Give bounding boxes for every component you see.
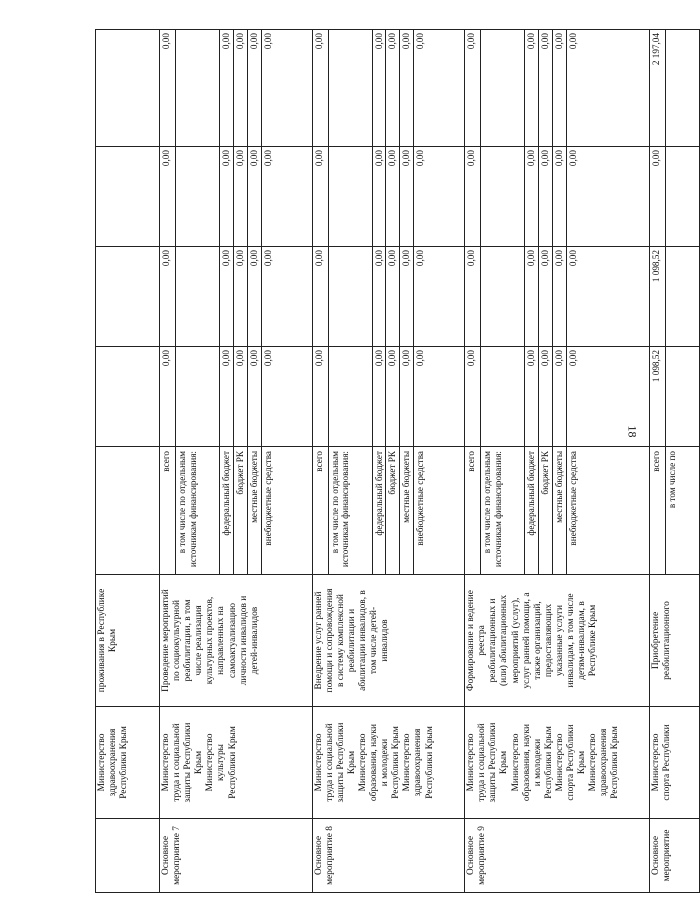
cell-event-code-line: мероприятие 9	[477, 826, 488, 885]
cell-responsible-line: Республики Крым	[424, 726, 435, 799]
cell-description-line: личности инвалидов и	[238, 595, 249, 686]
cell-responsible-line: культуры	[216, 744, 227, 781]
cell-event-code-line: Основное	[466, 835, 477, 876]
cell-amount: 0,00	[261, 30, 312, 147]
cell-amount: 0,00	[386, 147, 400, 247]
cell-event-code-line: мероприятие 8	[324, 826, 335, 885]
cell-description-line: Проведение мероприятий	[161, 589, 171, 692]
cell-amount: 0,00	[465, 147, 481, 247]
cell-funding-source: бюджет РК	[539, 447, 553, 575]
cell-description-line: Республике Крым	[588, 604, 599, 677]
cell-responsible-line: труда и социальной	[324, 723, 335, 802]
cell-value-empty	[96, 247, 160, 347]
cell-amount: 0,00	[539, 147, 553, 247]
rotated-landscape-page	[80, 0, 677, 905]
cell-description-line: предоставляющих	[543, 603, 554, 678]
cell-responsible-line: Министерство	[402, 733, 413, 792]
cell-amount: 0,00	[233, 147, 247, 247]
table-row	[312, 30, 328, 893]
cell-responsible-line: защиты Республики	[488, 722, 499, 803]
responsible-line: Республики Крым	[119, 726, 130, 799]
cell-responsible-line: труда и социальной	[477, 723, 488, 802]
cell-description-line: Приобретение	[650, 611, 661, 670]
cell-responsible-line: Крым	[499, 750, 510, 775]
cell-description-line: мероприятий (услуг),	[510, 597, 521, 684]
cell-value-empty	[96, 30, 160, 147]
cell-amount: 2 197,04	[649, 30, 665, 147]
cell-description-line: указанные услуги	[554, 604, 565, 677]
cell-amount	[328, 247, 372, 347]
cell-responsible-line: здравоохранения	[599, 728, 610, 797]
cell-responsible	[465, 707, 650, 819]
cell-amount: 0,00	[566, 347, 649, 447]
cell-amount: 1 098,52	[649, 247, 665, 347]
cell-amount: 0,00	[414, 347, 465, 447]
cell-amount: 0,00	[386, 347, 400, 447]
cell-responsible	[649, 707, 699, 819]
cell-amount: 0,00	[414, 247, 465, 347]
cell-responsible	[312, 707, 465, 819]
cell-responsible-line: Министерство	[313, 733, 324, 792]
cell-amount	[665, 147, 699, 247]
cell-responsible-line: и молодежи	[380, 738, 391, 787]
cell-amount: 0,00	[372, 30, 386, 147]
cell-responsible-line: и молодежи	[532, 738, 543, 787]
cell-amount: 0,00	[552, 347, 566, 447]
cell-description-line: числе реализация	[194, 605, 205, 676]
cell-amount: 0,00	[372, 247, 386, 347]
cell-amount: 0,00	[414, 147, 465, 247]
cell-responsible-line: защиты Республики	[335, 722, 346, 803]
cell-amount: 0,00	[160, 147, 176, 247]
cell-funding-source: местные бюджеты	[247, 447, 261, 575]
cell-funding-source: внебюджетные средства	[414, 447, 465, 575]
cell-description-line: реабилитационных и	[488, 598, 499, 683]
cell-event-code	[649, 819, 699, 893]
cell-amount: 0,00	[539, 247, 553, 347]
cell-amount: 0,00	[160, 347, 176, 447]
cell-responsible-line: образования, науки	[369, 723, 380, 802]
cell-amount	[665, 30, 699, 147]
cell-amount	[481, 247, 525, 347]
cell-description-line: инвалидам, в том числе	[566, 593, 576, 688]
cell-amount: 0,00	[400, 347, 414, 447]
cell-responsible-line: Министерство	[161, 733, 171, 792]
cell-description-line: реабилитации и	[346, 608, 357, 673]
cell-description-line: Внедрение услуг ранней	[313, 591, 324, 690]
cell-event-code-line: мероприятие 7	[172, 826, 183, 885]
cell-code-empty	[96, 819, 160, 893]
cell-amount: 0,00	[247, 147, 261, 247]
cell-event-code	[465, 819, 650, 893]
cell-responsible-line: Министерство	[205, 733, 216, 792]
cell-amount: 0,00	[414, 30, 465, 147]
cell-responsible-line: Республики Крым	[391, 726, 402, 799]
cell-funding-source: бюджет РК	[233, 447, 247, 575]
cell-event-code	[160, 819, 313, 893]
cell-amount: 0,00	[525, 147, 539, 247]
cell-amount: 0,00	[525, 247, 539, 347]
cell-responsible	[160, 707, 313, 819]
cell-amount: 0,00	[400, 147, 414, 247]
cell-amount	[176, 247, 220, 347]
budget-table-container	[95, 30, 700, 893]
cell-amount	[328, 30, 372, 147]
cell-responsible-line: Министерство	[357, 733, 368, 792]
page-number: 18	[625, 425, 640, 438]
cell-amount: 0,00	[372, 347, 386, 447]
cell-description-line: направленных на	[216, 606, 227, 675]
cell-funding-source: федеральный бюджет	[525, 447, 539, 575]
responsible-line: Министерство	[97, 733, 107, 792]
cell-responsible-line: Министерство	[588, 733, 599, 792]
cell-amount: 0,00	[649, 147, 665, 247]
cell-responsible-line: защиты Республики	[183, 722, 194, 803]
cell-funding-source: внебюджетные средства	[261, 447, 312, 575]
cell-responsible-line: Крым	[577, 750, 588, 775]
budget-table-body	[96, 30, 700, 893]
cell-responsible-line: Республики Крым	[543, 726, 554, 799]
description-line: Крым	[108, 628, 119, 653]
cell-amount: 0,00	[233, 30, 247, 147]
cell-event-code-line: Основное	[313, 835, 324, 876]
cell-amount	[665, 247, 699, 347]
budget-table	[95, 29, 700, 893]
cell-amount: 0,00	[525, 30, 539, 147]
cell-amount: 0,00	[247, 347, 261, 447]
cell-responsible-line: труда и социальной	[172, 723, 183, 802]
cell-amount	[176, 147, 220, 247]
cell-amount: 0,00	[312, 147, 328, 247]
cell-event-code	[312, 819, 465, 893]
cell-amount: 0,00	[386, 247, 400, 347]
cell-amount: 0,00	[566, 147, 649, 247]
cell-funding-source: федеральный бюджет	[220, 447, 234, 575]
cell-amount: 0,00	[220, 30, 234, 147]
cell-funding-source: всего	[160, 447, 176, 575]
cell-description-line: детей-инвалидов	[249, 606, 260, 675]
cell-responsible-line: Республики Крым	[227, 726, 238, 799]
cell-amount: 0,00	[261, 247, 312, 347]
cell-funding-source: в том числе по отдельным источникам финансирования:	[328, 447, 372, 575]
cell-funding-source: бюджет РК	[386, 447, 400, 575]
cell-description-line: том числе детей-	[369, 606, 380, 675]
cell-description-line: Формирование и ведение	[466, 590, 477, 691]
cell-amount	[328, 147, 372, 247]
cell-description-continued	[96, 575, 160, 707]
cell-funding-source: всего	[312, 447, 328, 575]
cell-description-line: (или) абилитационных	[499, 594, 510, 687]
table-row	[649, 30, 665, 893]
table-row	[160, 30, 176, 893]
cell-amount	[481, 347, 525, 447]
cell-amount: 0,00	[233, 247, 247, 347]
cell-value-empty	[96, 347, 160, 447]
cell-description-line: детям-инвалидам, в	[577, 601, 588, 680]
cell-description-line: по социокультурной	[172, 600, 183, 681]
cell-amount	[481, 147, 525, 247]
cell-amount: 0,00	[552, 30, 566, 147]
cell-amount: 0,00	[539, 30, 553, 147]
cell-amount: 0,00	[261, 347, 312, 447]
cell-responsible-line: Республики Крым	[610, 726, 621, 799]
cell-responsible-line: спорта Республики	[566, 724, 576, 801]
cell-amount: 0,00	[372, 147, 386, 247]
cell-responsible-line: Министерство	[510, 733, 521, 792]
cell-description-line: также организаций,	[532, 601, 543, 680]
cell-amount: 0,00	[525, 347, 539, 447]
cell-amount: 0,00	[233, 347, 247, 447]
cell-value-empty	[96, 147, 160, 247]
cell-responsible-line: здравоохранения	[413, 728, 424, 797]
cell-description-line: инвалидов	[380, 619, 391, 662]
cell-responsible-line: Министерство	[466, 733, 477, 792]
cell-responsible-line: Министерство	[554, 733, 565, 792]
cell-amount: 0,00	[261, 147, 312, 247]
cell-description-line: услуг ранней помощи, а	[521, 592, 532, 689]
cell-responsible-line: Крым	[346, 750, 357, 775]
cell-responsible-continued	[96, 707, 160, 819]
cell-amount	[665, 347, 699, 447]
cell-responsible-line: Крым	[194, 750, 205, 775]
cell-amount: 0,00	[400, 247, 414, 347]
cell-amount: 0,00	[566, 30, 649, 147]
cell-amount: 0,00	[465, 347, 481, 447]
cell-amount: 0,00	[247, 247, 261, 347]
cell-amount: 0,00	[312, 30, 328, 147]
cell-responsible-line: спорта Республики	[661, 724, 672, 801]
cell-responsible-line: Министерство	[650, 733, 661, 792]
responsible-line: здравоохранения	[108, 728, 119, 797]
cell-funding-source: всего	[465, 447, 481, 575]
cell-funding-source: внебюджетные средства	[566, 447, 649, 575]
cell-amount: 0,00	[312, 347, 328, 447]
cell-description-line: помощи и сопровождения	[324, 588, 335, 693]
cell-funding-source: в том числе по отдельным источникам финансирования:	[481, 447, 525, 575]
cell-description-line: в систему комплексной	[335, 594, 346, 687]
cell-amount: 0,00	[160, 247, 176, 347]
table-row	[465, 30, 481, 893]
cell-description-line: реабилитации, в том	[183, 599, 194, 682]
cell-amount: 0,00	[566, 247, 649, 347]
cell-funding-source: в том числе по отдельным источникам финансирования:	[176, 447, 220, 575]
cell-description	[649, 575, 699, 707]
cell-amount	[176, 347, 220, 447]
cell-funding-source: всего	[649, 447, 665, 575]
cell-event-code-line: Основное	[161, 835, 171, 876]
cell-description	[160, 575, 313, 707]
description-line: проживания в Республике	[97, 588, 107, 693]
cell-event-code-line: мероприятие	[661, 829, 672, 882]
table-row-continued	[96, 30, 160, 893]
cell-amount: 0,00	[552, 247, 566, 347]
cell-amount: 0,00	[539, 347, 553, 447]
cell-amount: 1 098,52	[649, 347, 665, 447]
cell-amount: 0,00	[400, 30, 414, 147]
cell-amount: 0,00	[465, 30, 481, 147]
cell-amount: 0,00	[552, 147, 566, 247]
cell-funding-source: местные бюджеты	[552, 447, 566, 575]
cell-description-line: абилитации инвалидов, в	[357, 590, 368, 691]
cell-description-line: реестра	[477, 625, 488, 656]
cell-amount	[176, 30, 220, 147]
cell-amount: 0,00	[312, 247, 328, 347]
cell-amount: 0,00	[220, 347, 234, 447]
cell-amount: 0,00	[160, 30, 176, 147]
cell-event-code-line: Основное	[650, 835, 661, 876]
cell-amount: 0,00	[247, 30, 261, 147]
cell-source-empty	[96, 447, 160, 575]
cell-responsible-line: образования, науки	[521, 723, 532, 802]
cell-funding-source: местные бюджеты	[400, 447, 414, 575]
cell-description-line: культурных проектов,	[205, 596, 216, 685]
cell-amount	[481, 30, 525, 147]
cell-description	[465, 575, 650, 707]
cell-amount: 0,00	[465, 247, 481, 347]
cell-description-line: самоактуализацию	[227, 602, 238, 679]
cell-funding-source: в том числе по	[665, 447, 699, 575]
cell-funding-source: федеральный бюджет	[372, 447, 386, 575]
cell-description-line: реабилитационного	[661, 601, 672, 680]
cell-amount	[328, 347, 372, 447]
cell-description	[312, 575, 465, 707]
cell-amount: 0,00	[220, 147, 234, 247]
cell-amount: 0,00	[220, 247, 234, 347]
cell-amount: 0,00	[386, 30, 400, 147]
